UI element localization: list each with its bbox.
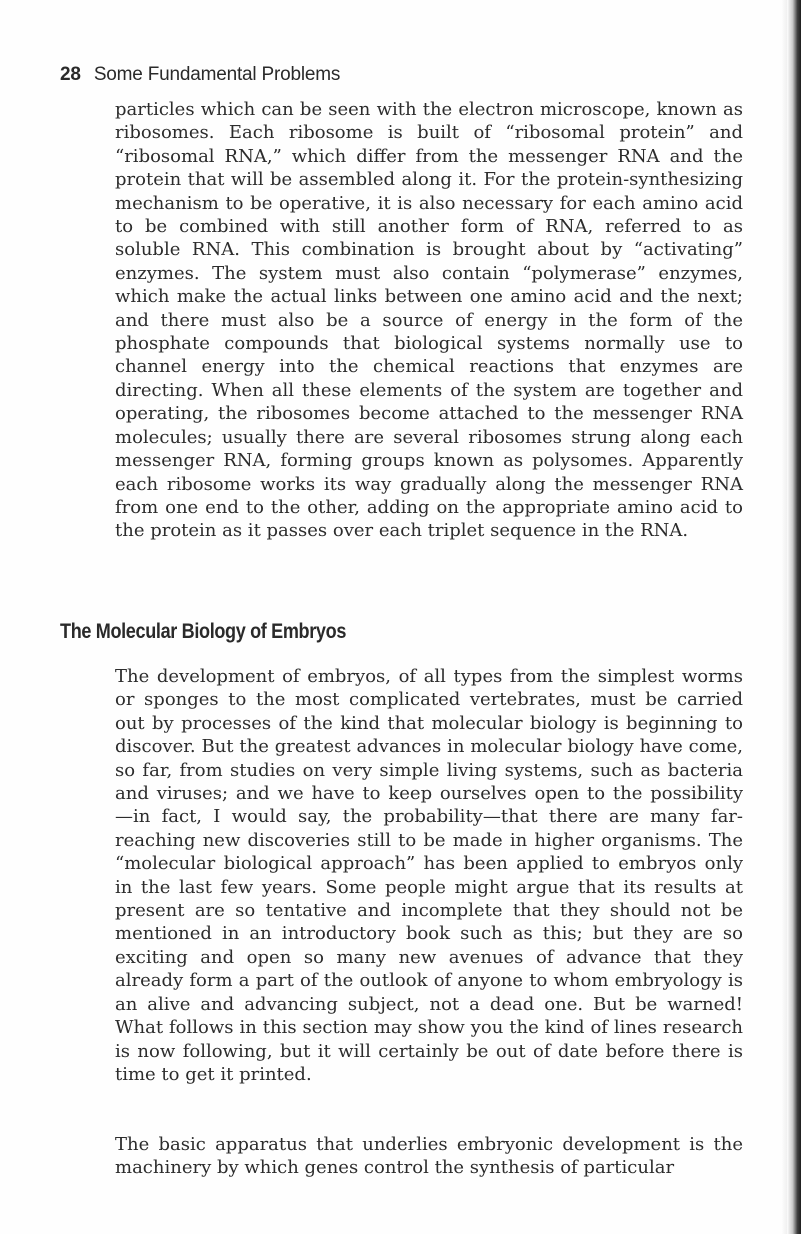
running-title: Some Fundamental Problems bbox=[93, 64, 341, 85]
paragraph: particles which can be seen with the electron microscope, known as ribosomes. Each ribosome is built of “ribosomal protein” and “ribosomal RNA,” which differ from the messenger RNA and the protein that will be assembled along it. For the protein-synthesizing mechanism to be operative, it is also necessary for each amino acid to be combined with still another form of RNA, referred to as soluble RNA. This combination is brought about by “activating” enzymes. The system must also contain “polymerase” enzymes, which make the actual links between one amino acid and the next; and there must also be a source of energy in the form of the phosphate compounds that biological systems normally use to channel energy into the chemical reactions that enzymes are directing. When all these elements of the system are together and operating, the ribosomes become attached to the messenger RNA molecules; usually there are several ribosomes strung along each messenger RNA, forming groups known as polysomes. Apparently each ribosome works its way gradually along the messenger RNA from one end to the other, adding on the appropriate amino acid to the protein as it passes over each triplet sequence in the RNA. bbox=[115, 99, 743, 542]
body-text-section bbox=[115, 665, 743, 1086]
section-heading: The Molecular Biology of Embryos bbox=[60, 620, 347, 643]
book-binding-shadow bbox=[787, 0, 801, 1234]
running-head bbox=[60, 64, 340, 86]
body-text-continued bbox=[115, 98, 743, 543]
body-text-final bbox=[115, 1133, 743, 1180]
paragraph: The development of embryos, of all types from the simplest worms or sponges to the most complicated vertebrates, must be carried out by processes of the kind that molecular biology is beginning to discover. But the greatest advances in molecular biology have come, so far, from studies on very simple living systems, such as bacteria and viruses; and we have to keep ourselves open to the possibility —in fact, I would say, the probability—that there are many far-reaching new discoveries still to be made in higher organisms. The “molecular biological approach” has been applied to embryos only in the last few years. Some people might argue that its results at present are so tentative and incomplete that they should not be mentioned in an introductory book such as this; but they are so exciting and open so many new avenues of advance that they already form a part of the outlook of anyone to whom embryology is an alive and advancing subject, not a dead one. But be warned! What follows in this section may show you the kind of lines research is now following, but it will certainly be out of date before there is time to get it printed. bbox=[115, 666, 743, 1085]
paragraph: The basic apparatus that underlies embryonic development is the machinery by which genes control the synthesis of particular bbox=[115, 1134, 743, 1179]
page-number: 28 bbox=[60, 64, 81, 85]
